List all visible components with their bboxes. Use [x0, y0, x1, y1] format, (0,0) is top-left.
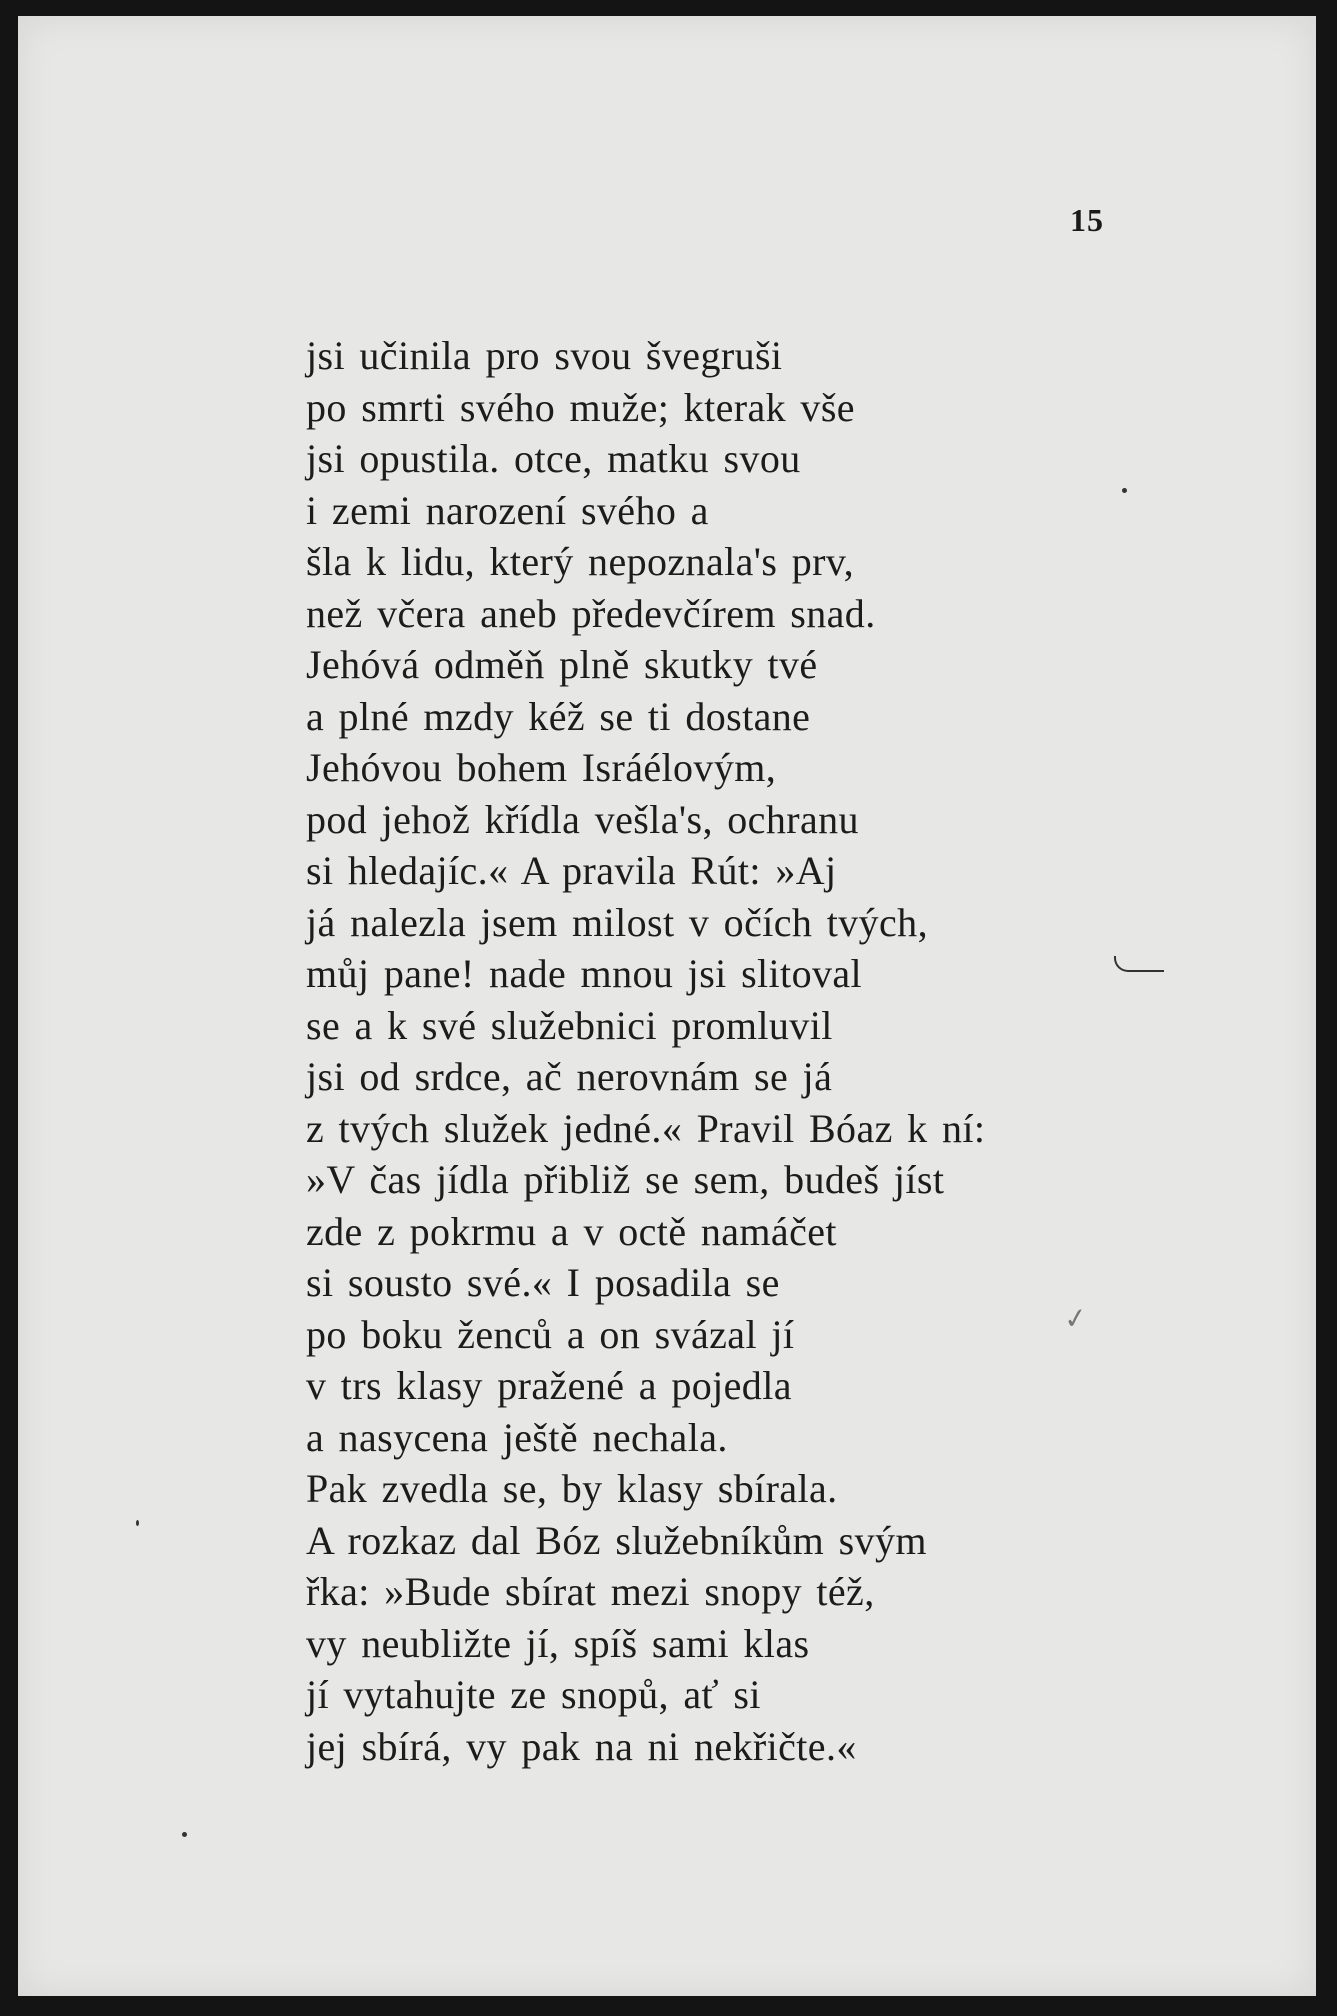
text-line: A rozkaz dal Bóz služebníkům svým [306, 1517, 927, 1563]
text-line: vy neubližte jí, spíš sami klas [306, 1620, 810, 1666]
text-line: šla k lidu, který nepoznala's prv, [306, 539, 855, 584]
text-line: zde z pokrmu a v octě namáčet [306, 1208, 837, 1254]
text-line: Jehóvá odměň plně skutky tvé [306, 642, 818, 687]
text-line: v trs klasy pražené a pojedla [306, 1363, 792, 1408]
text-line: a plné mzdy kéž se ti dostane [306, 693, 811, 739]
text-line: po boku ženců a on svázal jí [306, 1311, 795, 1357]
book-page [18, 16, 1316, 1996]
text-line: si hledajíc.« A pravila Rút: »Aj [306, 848, 837, 893]
text-line: jej sbírá, vy pak na ni nekřičte.« [306, 1723, 857, 1769]
text-line: i zemi narození svého a [306, 487, 709, 533]
text-line: po smrti svého muže; kterak vše [306, 384, 855, 430]
margin-check-mark-icon: ✓ [1061, 1300, 1090, 1337]
text-line: a nasycena ještě nechala. [306, 1414, 728, 1460]
text-line: Jehóvou bohem Isráélovým, [306, 745, 777, 790]
poem-text [306, 330, 1166, 1772]
text-line: Pak zvedla se, by klasy sbírala. [306, 1466, 838, 1511]
text-line: můj pane! nade mnou jsi slitoval [306, 951, 863, 996]
page-number: 15 [1070, 202, 1104, 238]
text-line: než včera aneb předevčírem snad. [306, 590, 876, 636]
margin-pencil-mark [1114, 956, 1164, 972]
text-line: jsi učinila pro svou švegruši [306, 333, 783, 378]
text-line: jsi opustila. otce, matku svou [306, 436, 801, 481]
text-line: jsi od srdce, ač nerovnám se já [306, 1054, 833, 1099]
text-line: si sousto své.« I posadila se [306, 1260, 780, 1305]
paper-speck [182, 1832, 187, 1837]
text-line: jí vytahujte ze snopů, ať si [306, 1672, 761, 1717]
text-line: se a k své služebnici promluvil [306, 1002, 833, 1048]
text-line: pod jehož křídla vešla's, ochranu [306, 796, 859, 842]
text-line: »V čas jídla přibliž se sem, budeš jíst [306, 1157, 945, 1202]
paper-speck [1122, 488, 1127, 493]
text-line: z tvých služek jedné.« Pravil Bóaz k ní: [306, 1105, 986, 1151]
text-line: já nalezla jsem milost v očích tvých, [306, 899, 928, 945]
text-line: řka: »Bude sbírat mezi snopy též, [306, 1569, 875, 1614]
paper-speck [136, 1520, 139, 1526]
